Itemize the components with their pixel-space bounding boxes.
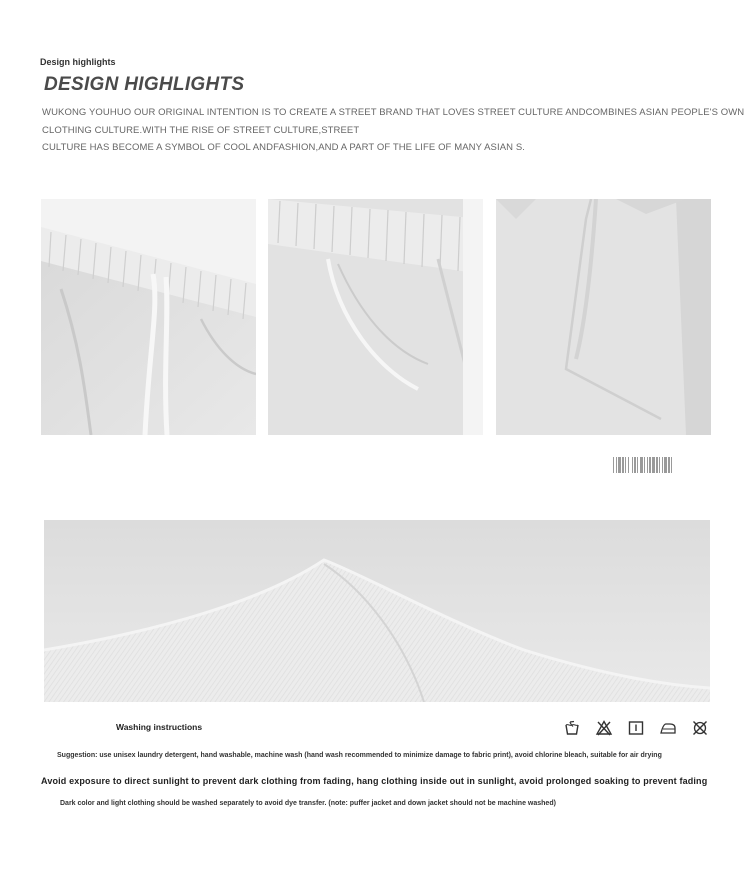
side-seam-photo bbox=[496, 199, 711, 435]
barcode-bar bbox=[672, 457, 674, 473]
intro-paragraph bbox=[42, 104, 745, 157]
care-symbols bbox=[563, 719, 709, 737]
hand-wash-icon bbox=[563, 719, 581, 737]
separate-wash-note: Dark color and light clothing should be washed separately to avoid dye transfer. (note: puffer jacket and down jacket should not be machine washed) bbox=[60, 800, 556, 807]
waistband-photo bbox=[41, 199, 256, 435]
intro-line: CULTURE HAS BECOME A SYMBOL OF COOL ANDFASHION,AND A PART OF THE LIFE OF MANY ASIAN S. bbox=[42, 142, 526, 153]
page-title: DESIGN HIGHLIGHTS bbox=[44, 74, 245, 95]
tumble-dry-icon bbox=[627, 719, 645, 737]
barcode-decoration bbox=[613, 457, 707, 473]
pocket-photo bbox=[268, 199, 483, 435]
no-bleach-icon bbox=[595, 719, 613, 737]
no-dry-clean-icon bbox=[691, 719, 709, 737]
iron-icon bbox=[659, 719, 677, 737]
intro-line: CLOTHING CULTURE.WITH THE RISE OF STREET CULTURE,STREET bbox=[42, 124, 360, 136]
fabric-texture-photo bbox=[44, 520, 710, 702]
washing-instructions-title: Washing instructions bbox=[116, 722, 203, 732]
sunlight-warning: Avoid exposure to direct sunlight to prevent dark clothing from fading, hang clothing inside out in sunlight, avoid prolonged soaking to prevent fading bbox=[41, 776, 708, 786]
small-heading: Design highlights bbox=[40, 57, 116, 67]
intro-line: WUKONG YOUHUO OUR ORIGINAL INTENTION IS TO CREATE A STREET BRAND THAT LOVES STREET CULTURE ANDCOMBINES ASIAN PEOPLE'S OWN bbox=[42, 107, 745, 118]
washing-suggestion: Suggestion: use unisex laundry detergent, hand washable, machine wash (hand wash recommended to minimize damage to fabric print), avoid chlorine bleach, suitable for air drying bbox=[57, 752, 662, 759]
